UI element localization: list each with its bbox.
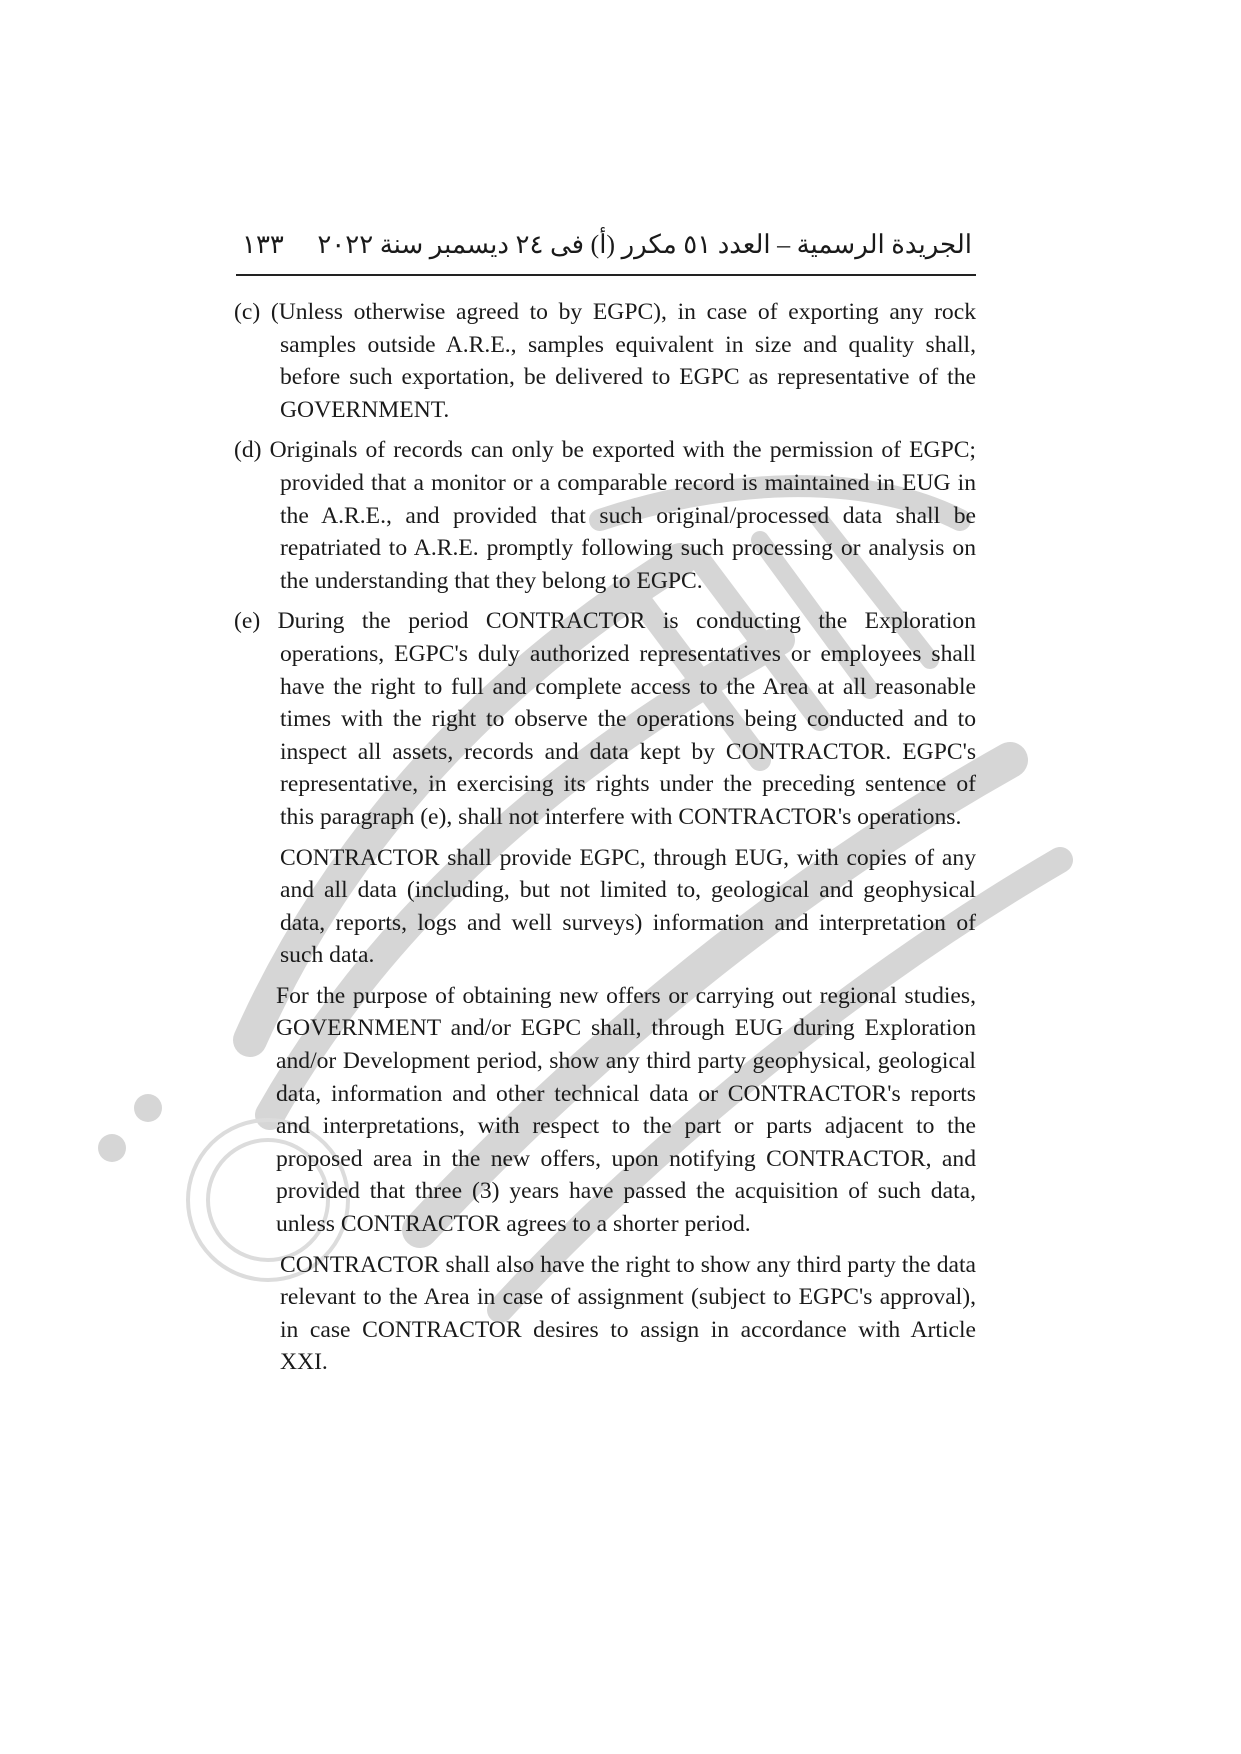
gazette-header [236,228,976,276]
clause-text: Originals of records can only be exported with the permission of EGPC; provided that a monitor or a comparable record is maintained in EUG in the A.R.E., and provided that such original/processed data shall be repatriated to A.R.E. promptly following such processing or analysis on the understanding that they belong to EGPC. [269,437,976,594]
clause-label: (e) [234,608,261,635]
clause-text: (Unless otherwise agreed to by EGPC), in case of exporting any rock samples outside A.R.E., samples equivalent in size and quality shall, before such exportation, be delivered to EGPC as representative of the GOVERNMENT. [270,299,976,423]
page-number: ١٣٣ [242,230,284,259]
clause-label: (d) [234,437,262,464]
paragraph-data-copies: CONTRACTOR shall provide EGPC, through EUG, with copies of any and all data (including, but not limited to, geological and geophysical data, reports, logs and well surveys) information and interpretation of such data. [280,844,976,969]
clause-e [234,605,976,833]
clause-text: During the period CONTRACTOR is conducting the Exploration operations, EGPC's duly authorized representatives or employees shall have the right to full and complete access to the Area at all reasonable times with the right to observe the operations being conducted and to inspect all assets, records and data kept by CONTRACTOR. EGPC's representative, in exercising its rights under the preceding sentence of this paragraph (e), shall not interfere with CONTRACTOR's operations. [277,608,976,830]
paragraph-third-party-offers: For the purpose of obtaining new offers or carrying out regional studies, GOVERNMENT and/or EGPC shall, through EUG during Exploration and/or Development period, show any third party geophysical, geological data, information and other technical data or CONTRACTOR's reports and interpretations, with respect to the part or parts adjacent to the proposed area in the new offers, upon notifying CONTRACTOR, and provided that three (3) years have passed the acquisition of such data, unless CONTRACTOR agrees to a shorter period. [276,982,976,1238]
paragraph-assignment: CONTRACTOR shall also have the right to show any third party the data relevant to the Area in case of assignment (subject to EGPC's approval), in case CONTRACTOR desires to assign in accordance with Article XXI. [280,1251,976,1376]
clause-d [234,434,976,597]
gazette-issue-title: الجريدة الرسمية – العدد ٥١ مكرر (أ) فى ٢٤ ديسمبر سنة ٢٠٢٢ [317,230,972,259]
clause-c [234,296,976,426]
clause-label: (c) [234,299,261,325]
document-body [234,296,976,1387]
